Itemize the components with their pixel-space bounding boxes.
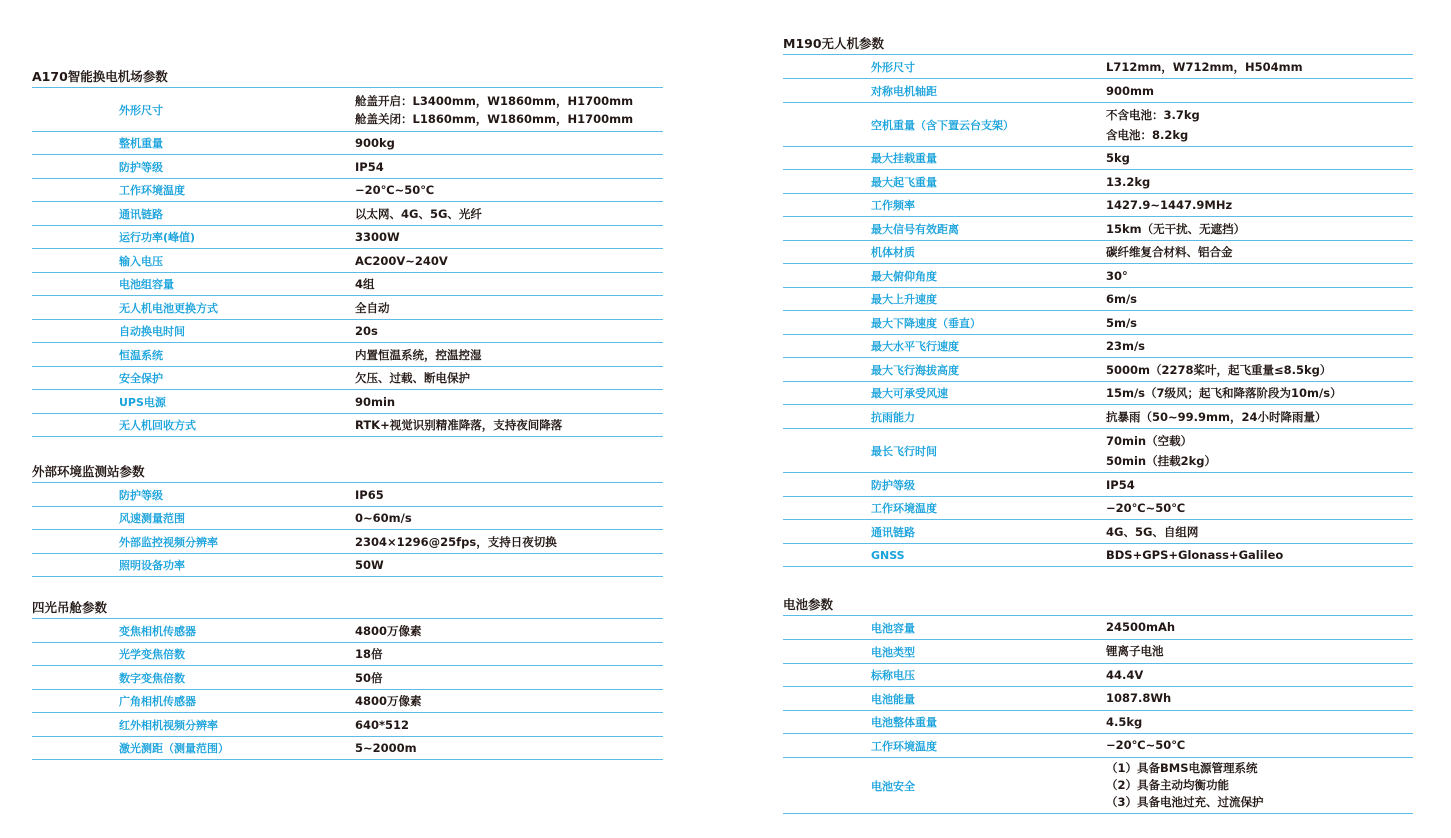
param-value-line: 不含电池：3.7kg [1106,107,1200,122]
param-row [32,414,663,437]
param-label: 广角相机传感器 [119,695,196,708]
param-label: 外形尺寸 [871,60,915,74]
m190-drone-section [783,34,1413,567]
param-value-line: 900kg [355,136,395,150]
param-value-line: 15km（无干扰、无遮挡） [1106,221,1246,236]
param-value-line: 50W [355,558,384,572]
param-value-line: IP65 [355,487,384,502]
param-value-line: 70min（空载） [1106,433,1193,448]
param-row [783,79,1413,103]
param-value-line: 4.5kg [1106,714,1143,729]
param-row [32,226,663,249]
param-value [355,134,395,152]
param-label: 输入电压 [119,254,163,268]
param-value [1106,105,1200,145]
param-value [355,669,383,687]
param-value-line: −20℃~50℃ [1106,738,1186,752]
param-value-line: 5~2000m [355,741,417,755]
param-label: 标称电压 [871,669,915,682]
param-value-line: 舱盖开启：L3400mm，W1860mm，H1700mm [355,93,634,108]
param-label: UPS电源 [119,395,166,409]
param-label: 光学变焦倍数 [119,648,185,661]
param-value-line: 内置恒温系统，控温控湿 [355,347,482,362]
param-label: 最长飞行时间 [871,444,937,458]
param-row [783,264,1413,288]
param-row [783,170,1413,194]
param-value [355,346,482,364]
section-title: A170智能换电机场参数 [32,69,168,84]
param-value [355,299,390,317]
section-title: 外部环境监测站参数 [32,464,145,479]
param-value-line: 1427.9~1447.9MHz [1106,198,1233,212]
param-row [783,311,1413,335]
param-label: 外部监控视频分辨率 [119,535,218,549]
a170-param-table [32,87,663,437]
section-title: 四光吊舱参数 [32,600,108,615]
param-value-line: 23m/s [1106,339,1146,353]
param-value-line: 2304×1296@25fps，支持日夜切换 [355,534,557,549]
param-label: 最大俯仰角度 [871,269,937,283]
param-value [1106,360,1331,380]
param-value [355,556,384,574]
param-label: 防护等级 [871,478,915,492]
param-value [355,416,562,434]
param-row [32,713,663,737]
param-value-line: 3300W [355,230,400,244]
param-value-line: 含电池：8.2kg [1106,127,1189,142]
param-row [783,497,1413,520]
param-label: 恒温系统 [119,348,163,362]
param-row [783,103,1413,147]
param-value [355,692,422,710]
param-value-line: （1）具备BMS电源管理系统 [1106,761,1258,775]
param-value [355,739,417,757]
param-row [783,55,1413,79]
param-row [32,690,663,713]
param-value-line: 欠压、过载、断电保护 [355,371,470,385]
param-row [32,202,663,226]
gimbal-section [32,598,663,760]
param-value [1106,714,1142,731]
param-label: 防护等级 [119,160,163,174]
param-label: 红外相机视频分辨率 [119,718,218,732]
param-label: 工作环境温度 [871,502,937,515]
param-value [1106,219,1245,239]
gimbal-param-table [32,618,663,760]
param-label: 最大起飞重量 [871,175,937,189]
param-value-line: 30° [1106,268,1128,283]
param-value [1106,498,1185,518]
param-label: 照明设备功率 [119,559,185,572]
param-value-line: BDS+GPS+Glonass+Galileo [1106,548,1284,562]
param-value-line: 0~60m/s [355,511,412,525]
env-param-table [32,482,663,577]
param-value-line: 舱盖关闭：L1860mm，W1860mm，H1700mm [355,111,634,126]
param-value [1106,737,1185,754]
param-value [1106,81,1154,101]
param-value-line: 44.4V [1106,667,1144,682]
param-label: 对称电机轴距 [871,84,937,98]
param-label: 防护等级 [119,488,163,502]
param-label: 最大水平飞行速度 [871,340,959,353]
param-value-line: 900mm [1106,83,1154,98]
param-label: 激光测距（测量范围） [119,742,229,755]
param-value [1106,690,1171,707]
param-value [1106,383,1342,403]
param-value [355,645,383,663]
param-label: 工作频率 [871,199,915,212]
env-station-section [32,462,663,577]
param-row [32,367,663,390]
param-value [355,322,378,340]
param-value-line: 5kg [1106,151,1130,165]
param-row [32,483,663,507]
param-value-line: 4800万像素 [355,694,422,708]
param-row [783,147,1413,170]
param-label: 自动换电时间 [119,325,185,338]
param-value [355,393,395,411]
param-label: 整机重量 [119,137,163,150]
param-label: 最大可承受风速 [871,387,948,400]
param-value [1106,172,1150,192]
section-title: 电池参数 [783,597,834,612]
param-row [32,273,663,296]
param-value [1106,545,1283,565]
param-row [783,616,1413,640]
param-label: 电池类型 [871,645,915,659]
param-value [355,228,400,246]
param-value [1106,643,1164,660]
param-row [783,241,1413,264]
param-value-line: 5m/s [1106,315,1138,330]
param-label: 风速测量范围 [119,512,185,525]
param-label: 变焦相机传感器 [119,624,196,638]
param-value-line: 24500mAh [1106,620,1176,634]
param-value [1106,57,1303,77]
param-row [32,343,663,367]
param-row [32,619,663,643]
param-value [1106,475,1135,495]
param-value-line: IP54 [355,159,384,174]
param-label: 无人机回收方式 [119,419,196,432]
param-value-line: 1087.8Wh [1106,691,1172,705]
param-value-line: IP54 [1106,477,1135,492]
param-value [355,622,422,640]
param-label: 电池容量 [871,621,915,635]
param-value [355,205,482,223]
param-value-line: （3）具备电池过充、过流保护 [1106,795,1264,809]
param-value-line: 以太网、4G、5G、光纤 [355,206,482,221]
param-label: 电池组容量 [119,278,174,291]
param-value [355,509,412,527]
param-value-line: 锂离子电池 [1106,644,1164,658]
param-value [355,716,409,734]
param-value-line: RTK+视觉识别精准降落，支持夜间降落 [355,418,563,432]
param-value-line: 640*512 [355,717,410,732]
param-row [32,643,663,666]
param-value [355,533,557,551]
param-value-line: 90min [355,394,396,409]
param-value [1106,431,1216,471]
param-row [32,155,663,179]
param-row [783,358,1413,382]
param-value [1106,522,1198,542]
param-row [783,734,1413,758]
param-row [32,132,663,155]
param-value [355,369,470,387]
param-row [783,520,1413,544]
param-value [1106,336,1145,356]
param-value [1106,266,1128,286]
param-row [32,666,663,690]
battery-param-table [783,615,1413,814]
param-label: GNSS [871,548,905,562]
param-label: 外形尺寸 [119,103,163,117]
param-label: 机体材质 [871,246,915,259]
param-value-line: 4组 [355,277,375,291]
param-value [355,92,633,128]
param-value-line: 4G、5G、自组网 [1106,524,1199,539]
battery-section [783,595,1413,814]
param-label: 通讯链路 [119,207,163,221]
param-row [783,664,1413,687]
param-row [783,640,1413,664]
param-label: 最大飞行海拔高度 [871,363,959,377]
param-row [32,296,663,320]
param-row [783,544,1413,567]
param-value-line: 13.2kg [1106,174,1151,189]
param-label: 电池整体重量 [871,716,937,729]
param-value-line: L712mm，W712mm，H504mm [1106,59,1303,74]
param-row [783,473,1413,497]
param-row [32,390,663,414]
param-value [355,181,434,199]
param-value [355,486,384,504]
m190-param-table [783,54,1413,567]
param-row [783,288,1413,311]
param-value-line: 4800万像素 [355,623,422,638]
param-value-line: 20s [355,324,378,338]
param-row [783,194,1413,217]
param-row [783,217,1413,241]
param-label: 数字变焦倍数 [119,671,185,685]
param-row [783,335,1413,358]
param-value-line: （2）具备主动均衡功能 [1106,778,1230,792]
param-value-line: 18倍 [355,647,383,661]
param-value [1106,289,1137,309]
param-label: 无人机电池更换方式 [119,301,218,315]
param-value-line: 15m/s（7级风；起飞和降落阶段为10m/s） [1106,386,1342,400]
param-value-line: AC200V~240V [355,253,448,268]
param-value [1106,407,1326,427]
param-value [355,158,384,176]
param-value [1106,760,1264,811]
param-row [32,737,663,760]
param-value [1106,148,1130,168]
a170-station-section [32,67,663,437]
param-value-line: 5000m（2278桨叶，起飞重量≤8.5kg） [1106,362,1332,377]
param-label: 运行功率(峰值) [119,231,196,244]
param-label: 电池能量 [871,692,915,706]
param-value [1106,195,1232,215]
param-value [1106,667,1143,684]
param-row [783,429,1413,473]
param-value-line: 全自动 [355,300,390,315]
param-value [355,275,375,293]
section-title: M190无人机参数 [783,36,885,51]
param-row [783,687,1413,711]
param-value [1106,242,1233,262]
param-value-line: 50倍 [355,670,383,685]
param-value-line: 抗暴雨（50~99.9mm，24小时降雨量） [1106,409,1327,424]
param-label: 最大信号有效距离 [871,222,959,236]
param-row [32,179,663,202]
param-row [783,758,1413,814]
param-row [32,249,663,273]
param-label: 安全保护 [119,372,163,385]
param-row [32,88,663,132]
param-label: 最大挂载重量 [871,152,937,165]
param-row [32,530,663,554]
param-row [32,320,663,343]
param-value [1106,313,1137,333]
param-label: 工作环境温度 [871,739,937,753]
param-row [32,554,663,577]
param-label: 最大上升速度 [871,293,937,306]
param-row [783,382,1413,405]
param-label: 通讯链路 [871,525,915,539]
param-value-line: −20℃~50℃ [355,183,435,197]
param-value-line: −20℃~50℃ [1106,501,1186,515]
param-label: 抗雨能力 [871,410,915,424]
param-label: 工作环境温度 [119,184,185,197]
param-row [783,405,1413,429]
param-value-line: 碳纤维复合材料、铝合金 [1106,245,1233,259]
param-value [1106,619,1175,636]
param-row [783,711,1413,734]
param-label: 空机重量（含下置云台支架） [871,118,1014,132]
param-value-line: 6m/s [1106,292,1138,306]
param-value [355,252,448,270]
param-label: 最大下降速度（垂直） [871,316,981,330]
param-label: 电池安全 [871,779,915,793]
param-value-line: 50min（挂载2kg） [1106,453,1216,468]
param-row [32,507,663,530]
